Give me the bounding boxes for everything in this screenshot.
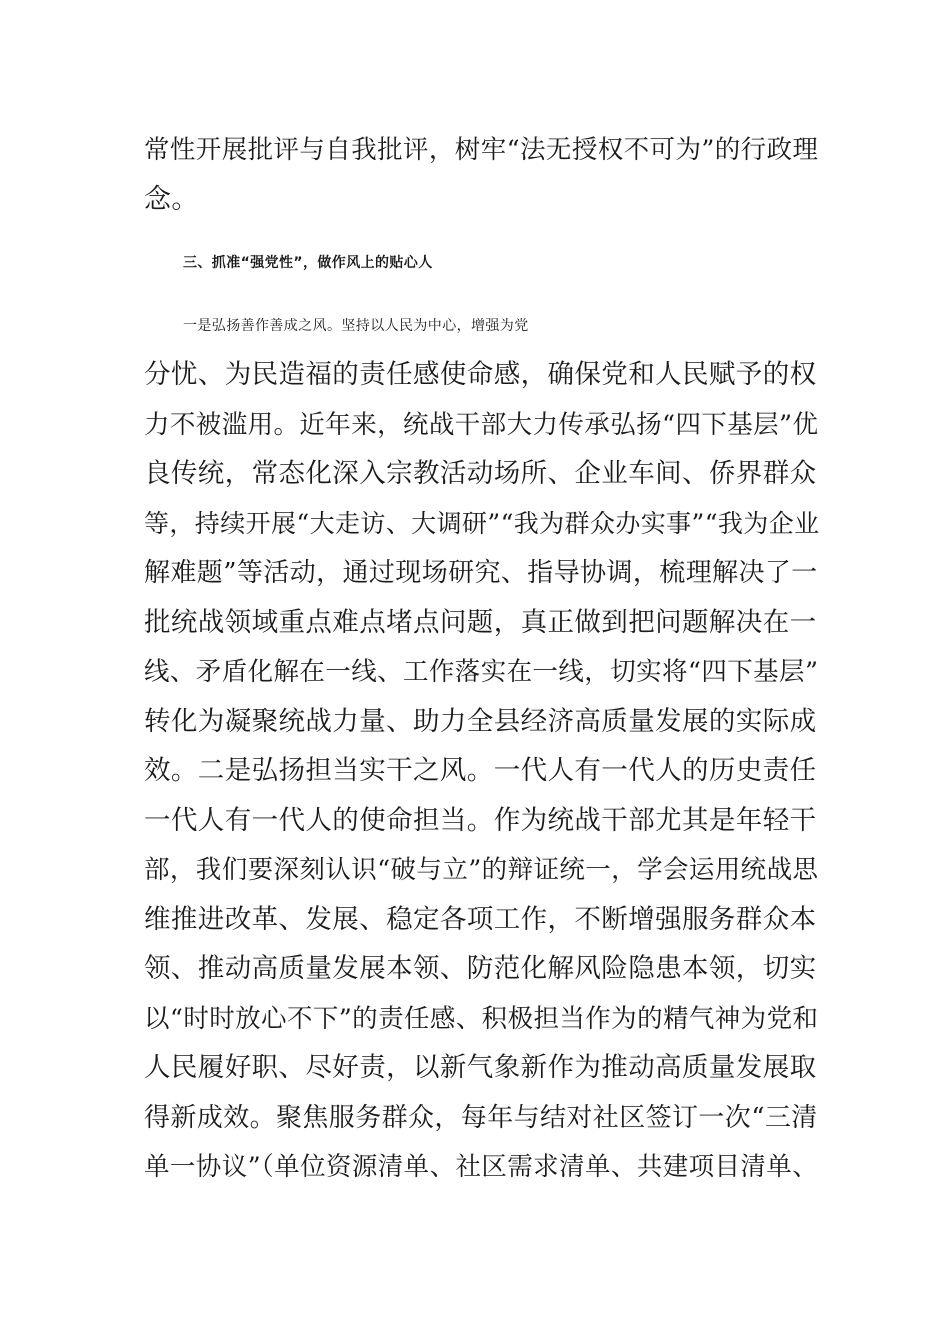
body-text-line: 以“时时放心不下”的责任感、积极担当作为的精气神为党和 [144, 1004, 819, 1034]
body-text-line: 分忧、为民造福的责任感使命感，确保党和人民赋予的权 [144, 359, 817, 390]
body-text-line: 部，我们要深刻认识“破与立”的辩证统一，学会运用统战思 [144, 855, 819, 885]
paragraph-first-line: 一是弘扬善作善成之风。坚持以人民为中心，增强为党 [183, 318, 529, 334]
body-text-line: 转化为凝聚统战力量、助力全县经济高质量发展的实际成 [144, 706, 817, 737]
body-text-line: 线、矛盾化解在一线、工作落实在一线，切实将“四下基层” [144, 657, 819, 687]
body-text-line: 得新成效。聚焦服务群众，每年与结对社区签订一次“三清 [144, 1103, 818, 1133]
body-text-line: 维推进改革、发展、稳定各项工作，不断增强服务群众本 [144, 904, 817, 935]
body-text-line: 领、推动高质量发展本领、防范化解风险隐患本领，切实 [144, 953, 817, 984]
body-text-line: 效。二是弘扬担当实干之风。一代人有一代人的历史责任 [144, 755, 817, 786]
body-text-line: 力不被滥用。近年来，统战干部大力传承弘扬“四下基层”优 [144, 410, 819, 440]
body-text-line: 良传统，常态化深入宗教活动场所、企业车间、侨界群众 [144, 458, 817, 489]
body-text-line: 一代人有一代人的使命担当。作为统战干部尤其是年轻干 [144, 805, 817, 836]
body-text-line: 解难题”等活动，通过现场研究、指导协调，梳理解决了一 [144, 558, 818, 588]
section-heading: 三、抓准“强党性”，做作风上的贴心人 [183, 255, 433, 271]
body-text-line: 人民履好职、尽好责，以新气象新作为推动高质量发展取 [144, 1052, 817, 1083]
body-text-line: 等，持续开展“大走访、大调研”“我为群众办实事”“我为企业 [144, 509, 820, 538]
body-text-line: 单一协议”（单位资源清单、社区需求清单、共建项目清单、 [144, 1152, 819, 1182]
body-text-line: 念。 [144, 184, 199, 215]
body-text-line: 批统战领域重点难点堵点问题，真正做到把问题解决在一 [144, 607, 817, 638]
body-text-line: 常性开展批评与自我批评，树牢“法无授权不可为”的行政理 [144, 135, 819, 165]
